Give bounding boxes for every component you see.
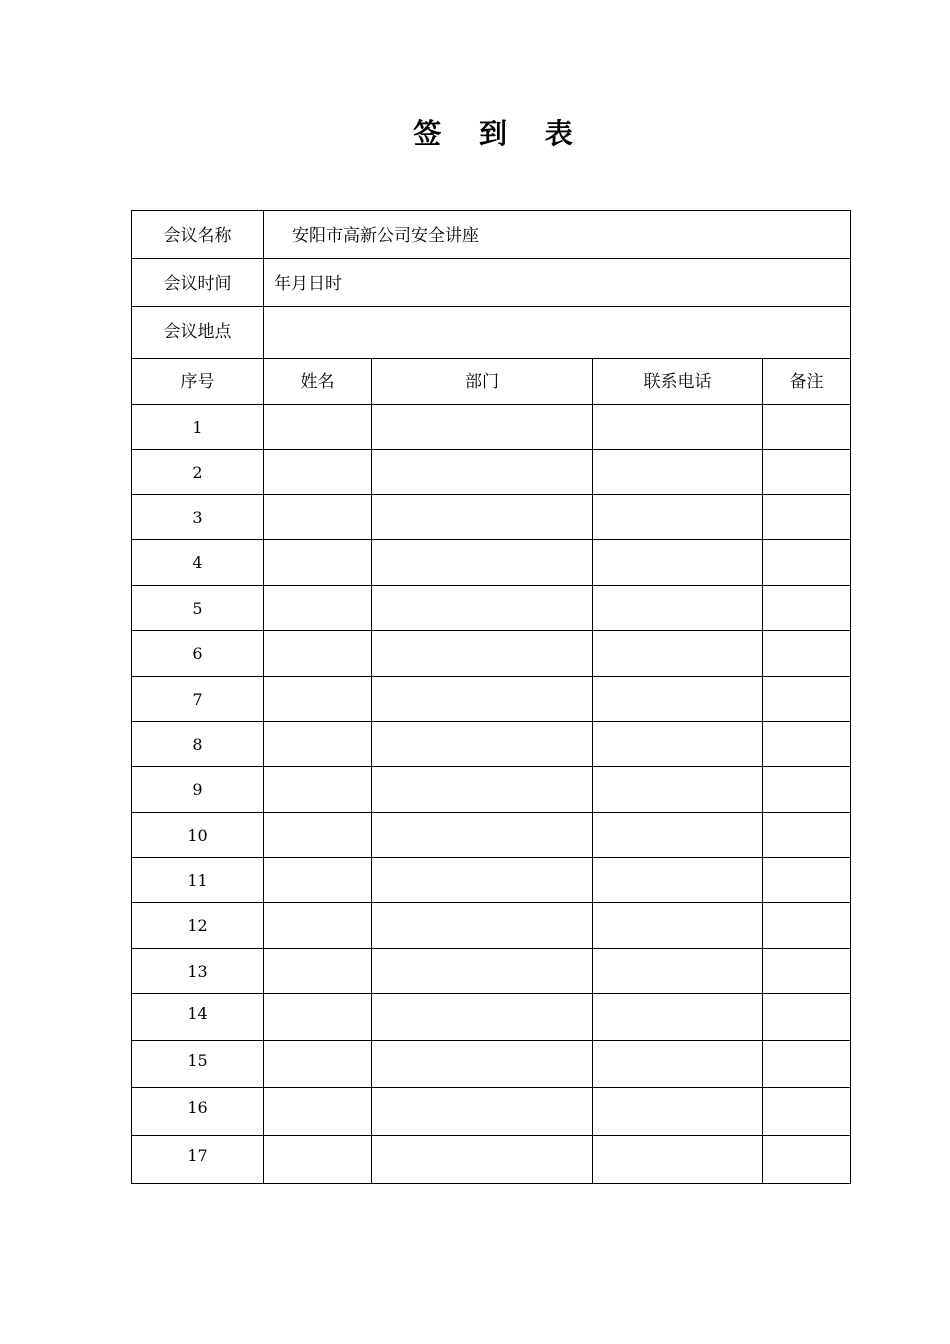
- table-row: [132, 903, 851, 949]
- row-remarks-cell[interactable]: [763, 450, 851, 495]
- row-remarks-cell[interactable]: [763, 994, 851, 1041]
- row-name-cell[interactable]: [264, 994, 372, 1041]
- table-row: [132, 949, 851, 994]
- row-phone-cell[interactable]: [593, 903, 763, 949]
- row-phone-cell[interactable]: [593, 813, 763, 858]
- row-remarks-cell[interactable]: [763, 405, 851, 450]
- row-seq: 16: [132, 1088, 264, 1136]
- meeting-place-label: 会议地点: [132, 307, 264, 359]
- page-title: 签 到 表: [413, 117, 587, 150]
- table-row: [132, 450, 851, 495]
- row-name-cell[interactable]: [264, 813, 372, 858]
- row-phone-cell[interactable]: [593, 495, 763, 540]
- meeting-place-value[interactable]: [264, 307, 851, 359]
- row-name-cell[interactable]: [264, 677, 372, 722]
- row-remarks-cell[interactable]: [763, 631, 851, 677]
- row-remarks-cell[interactable]: [763, 1041, 851, 1088]
- row-phone-cell[interactable]: [593, 767, 763, 813]
- row-seq: 4: [132, 540, 264, 586]
- row-name-cell[interactable]: [264, 1088, 372, 1136]
- table-row: [132, 722, 851, 767]
- row-seq: 7: [132, 677, 264, 722]
- column-header-remarks: 备注: [763, 359, 851, 405]
- row-seq: 15: [132, 1041, 264, 1088]
- row-department-cell[interactable]: [372, 450, 593, 495]
- row-phone-cell[interactable]: [593, 450, 763, 495]
- row-department-cell[interactable]: [372, 1136, 593, 1184]
- row-remarks-cell[interactable]: [763, 767, 851, 813]
- row-seq: 6: [132, 631, 264, 677]
- row-phone-cell[interactable]: [593, 677, 763, 722]
- row-name-cell[interactable]: [264, 1136, 372, 1184]
- column-header-name: 姓名: [264, 359, 372, 405]
- row-department-cell[interactable]: [372, 495, 593, 540]
- meeting-time-value[interactable]: 年月日时: [264, 259, 851, 307]
- row-remarks-cell[interactable]: [763, 858, 851, 903]
- column-header-phone: 联系电话: [593, 359, 763, 405]
- row-seq: 17: [132, 1136, 264, 1184]
- row-name-cell[interactable]: [264, 1041, 372, 1088]
- row-remarks-cell[interactable]: [763, 540, 851, 586]
- table-row: [132, 1041, 851, 1088]
- table-row: [132, 1136, 851, 1184]
- row-department-cell[interactable]: [372, 1088, 593, 1136]
- row-seq: 1: [132, 405, 264, 450]
- row-name-cell[interactable]: [264, 858, 372, 903]
- row-department-cell[interactable]: [372, 767, 593, 813]
- row-remarks-cell[interactable]: [763, 949, 851, 994]
- row-name-cell[interactable]: [264, 903, 372, 949]
- row-name-cell[interactable]: [264, 450, 372, 495]
- table-row: [132, 631, 851, 677]
- row-name-cell[interactable]: [264, 631, 372, 677]
- row-seq: 14: [132, 994, 264, 1041]
- row-name-cell[interactable]: [264, 495, 372, 540]
- column-header-department: 部门: [372, 359, 593, 405]
- row-seq: 8: [132, 722, 264, 767]
- row-seq: 5: [132, 586, 264, 631]
- table-row: [132, 1088, 851, 1136]
- row-phone-cell[interactable]: [593, 540, 763, 586]
- row-department-cell[interactable]: [372, 903, 593, 949]
- row-seq: 11: [132, 858, 264, 903]
- row-remarks-cell[interactable]: [763, 1088, 851, 1136]
- row-department-cell[interactable]: [372, 586, 593, 631]
- meeting-time-row: [132, 259, 851, 307]
- row-phone-cell[interactable]: [593, 405, 763, 450]
- row-name-cell[interactable]: [264, 722, 372, 767]
- meeting-name-value[interactable]: 安阳市高新公司安全讲座: [264, 211, 851, 259]
- row-seq: 12: [132, 903, 264, 949]
- row-phone-cell[interactable]: [593, 949, 763, 994]
- table-row: [132, 994, 851, 1041]
- row-phone-cell[interactable]: [593, 858, 763, 903]
- table-row: [132, 813, 851, 858]
- row-department-cell[interactable]: [372, 813, 593, 858]
- table-row: [132, 586, 851, 631]
- row-department-cell[interactable]: [372, 858, 593, 903]
- sign-in-table: [131, 210, 851, 1184]
- meeting-name-row: [132, 211, 851, 259]
- row-department-cell[interactable]: [372, 405, 593, 450]
- row-phone-cell[interactable]: [593, 1088, 763, 1136]
- row-seq: 13: [132, 949, 264, 994]
- row-name-cell[interactable]: [264, 949, 372, 994]
- row-remarks-cell[interactable]: [763, 813, 851, 858]
- row-phone-cell[interactable]: [593, 1136, 763, 1184]
- table-row: [132, 540, 851, 586]
- row-department-cell[interactable]: [372, 722, 593, 767]
- row-seq: 2: [132, 450, 264, 495]
- table-row: [132, 405, 851, 450]
- row-remarks-cell[interactable]: [763, 1136, 851, 1184]
- row-remarks-cell[interactable]: [763, 903, 851, 949]
- row-department-cell[interactable]: [372, 949, 593, 994]
- column-header-row: [132, 359, 851, 405]
- table-row: [132, 495, 851, 540]
- row-remarks-cell[interactable]: [763, 586, 851, 631]
- row-department-cell[interactable]: [372, 994, 593, 1041]
- row-phone-cell[interactable]: [593, 722, 763, 767]
- column-header-seq: 序号: [132, 359, 264, 405]
- row-name-cell[interactable]: [264, 767, 372, 813]
- table-row: [132, 677, 851, 722]
- row-phone-cell[interactable]: [593, 631, 763, 677]
- row-department-cell[interactable]: [372, 540, 593, 586]
- row-seq: 10: [132, 813, 264, 858]
- row-name-cell[interactable]: [264, 540, 372, 586]
- row-phone-cell[interactable]: [593, 994, 763, 1041]
- table-row: [132, 767, 851, 813]
- row-remarks-cell[interactable]: [763, 677, 851, 722]
- meeting-time-label: 会议时间: [132, 259, 264, 307]
- meeting-name-label: 会议名称: [132, 211, 264, 259]
- row-name-cell[interactable]: [264, 405, 372, 450]
- meeting-place-row: [132, 307, 851, 359]
- row-department-cell[interactable]: [372, 631, 593, 677]
- row-phone-cell[interactable]: [593, 586, 763, 631]
- row-remarks-cell[interactable]: [763, 722, 851, 767]
- row-phone-cell[interactable]: [593, 1041, 763, 1088]
- row-department-cell[interactable]: [372, 1041, 593, 1088]
- row-seq: 3: [132, 495, 264, 540]
- row-name-cell[interactable]: [264, 586, 372, 631]
- row-department-cell[interactable]: [372, 677, 593, 722]
- row-remarks-cell[interactable]: [763, 495, 851, 540]
- table-row: [132, 858, 851, 903]
- row-seq: 9: [132, 767, 264, 813]
